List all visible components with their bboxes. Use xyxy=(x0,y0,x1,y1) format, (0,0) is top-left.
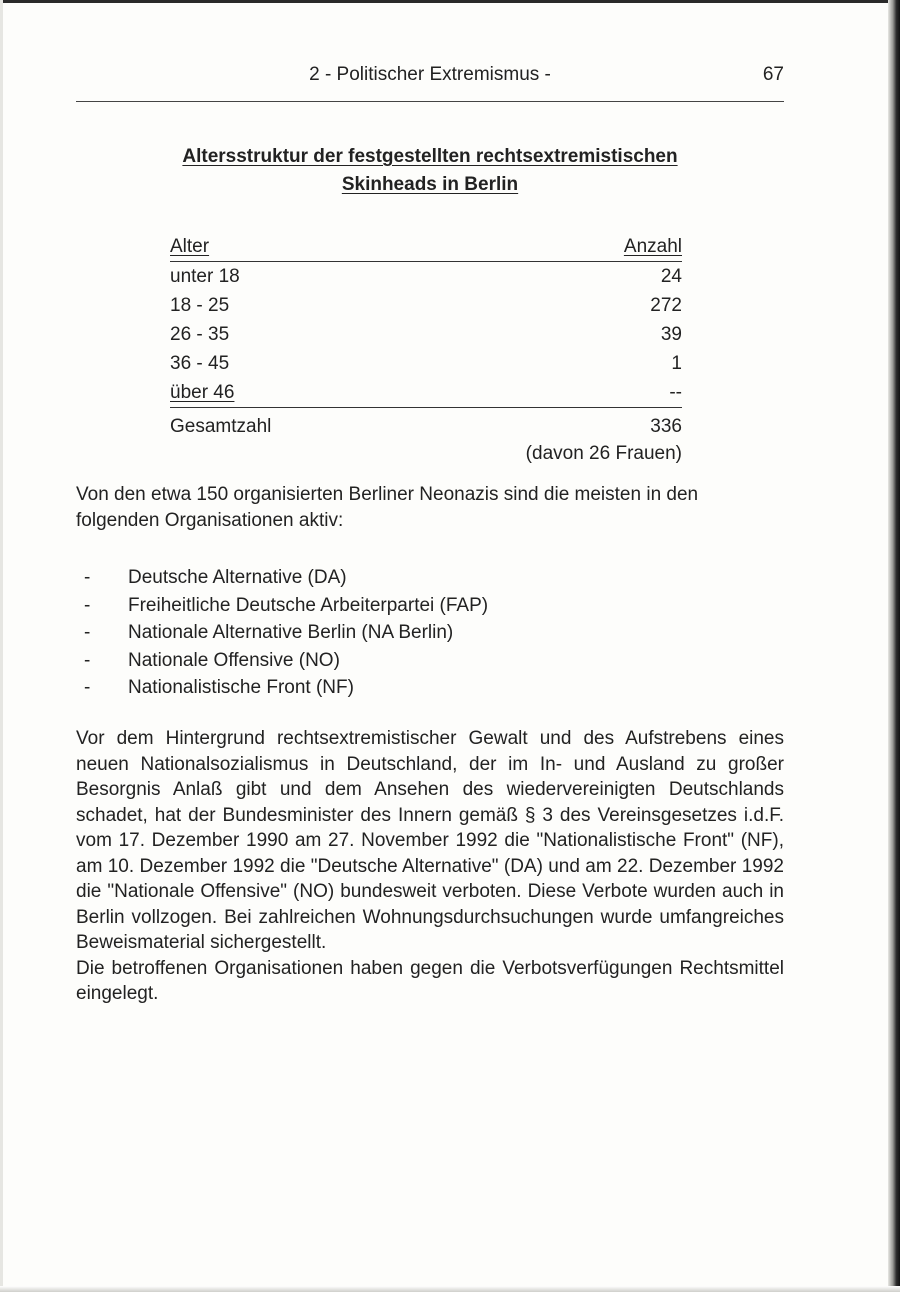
scan-edge-left xyxy=(0,0,3,1292)
table-row xyxy=(170,320,682,349)
list-dash: - xyxy=(84,649,91,671)
count-cell: -- xyxy=(669,382,682,403)
age-cell: 36 - 45 xyxy=(170,353,230,374)
organization-name: Deutsche Alternative (DA) xyxy=(128,567,347,588)
running-title: 2 - Politischer Extremismus - xyxy=(309,64,551,85)
table-note: (davon 26 Frauen) xyxy=(525,443,682,464)
count-cell: 1 xyxy=(671,353,682,374)
scan-edge-right xyxy=(888,0,900,1292)
total-value: 336 xyxy=(650,416,682,437)
list-item xyxy=(76,647,784,675)
table-title-line-2: Skinheads in Berlin xyxy=(341,174,519,195)
age-structure-table xyxy=(170,232,682,472)
organization-name: Freiheitliche Deutsche Arbeiterpartei (FAP) xyxy=(128,594,489,616)
table-row xyxy=(170,291,682,320)
table-title xyxy=(76,143,784,199)
organization-name: Nationalistische Front (NF) xyxy=(128,677,354,699)
table-row xyxy=(170,349,682,378)
count-cell: 24 xyxy=(660,266,682,287)
age-cell: unter 18 xyxy=(170,266,240,287)
table-row xyxy=(170,378,682,408)
list-dash: - xyxy=(84,622,91,644)
organization-name: Nationale Offensive (NO) xyxy=(128,649,340,671)
list-item xyxy=(76,592,784,620)
running-head xyxy=(76,64,784,88)
age-cell: 26 - 35 xyxy=(170,324,230,345)
list-dash: - xyxy=(84,567,91,588)
list-item xyxy=(76,619,784,647)
organization-name: Nationale Alternative Berlin (NA Berlin) xyxy=(128,622,454,644)
table-title-line-1: Altersstruktur der festgestellten rechtsextremistischen xyxy=(182,146,678,167)
scan-edge-top xyxy=(0,0,900,3)
total-label: Gesamtzahl xyxy=(170,416,272,437)
list-dash: - xyxy=(84,677,91,699)
organization-list xyxy=(76,564,784,702)
column-header-count: Anzahl xyxy=(623,236,682,257)
header-rule xyxy=(76,101,784,102)
scan-edge-bottom xyxy=(0,1286,900,1292)
paragraph-ban: Vor dem Hintergrund rechtsextremistischer Gewalt und des Aufstrebens eines neuen Nationalsozialismus in Deutschland, der im In- und Ausland zu großer Besorgnis Anlaß gibt und dem Ansehen des wiedervereinigten Deutschlands schadet, hat der Bundesminister des Innern gemäß § 3 des Vereinsgesetzes i.d.F. vom 17. Dezember 1990 am 27. November 1992 die "Nationalistische Front" (NF), am 10. Dezember 1992 die "Deutsche Alternative" (DA) und am 22. Dezember 1992 die "Nationale Offensive" (NO) bundesweit verboten. Diese Verbote wurden auch in Berlin vollzogen. Bei zahlreichen Wohnungsdurchsuchungen wurde umfangreiches Beweismaterial sichergestellt. xyxy=(76,728,784,953)
list-item xyxy=(76,564,784,592)
table-row xyxy=(170,262,682,291)
table-total-row xyxy=(170,408,682,437)
main-text xyxy=(76,726,784,1007)
age-cell: über 46 xyxy=(170,382,235,403)
page-number: 67 xyxy=(762,64,784,85)
intro-paragraph: Von den etwa 150 organisierten Berliner Neonazis sind die meisten in den folgenden Organisationen aktiv: xyxy=(76,484,699,531)
age-cell: 18 - 25 xyxy=(170,295,230,316)
paragraph-appeal: Die betroffenen Organisationen haben gegen die Verbotsverfügungen Rechtsmittel eingelegt. xyxy=(76,957,784,1004)
list-dash: - xyxy=(84,594,91,616)
column-header-age: Alter xyxy=(170,236,210,257)
count-cell: 272 xyxy=(650,295,682,316)
count-cell: 39 xyxy=(660,324,682,345)
list-item xyxy=(76,674,784,702)
table-header-row xyxy=(170,232,682,262)
